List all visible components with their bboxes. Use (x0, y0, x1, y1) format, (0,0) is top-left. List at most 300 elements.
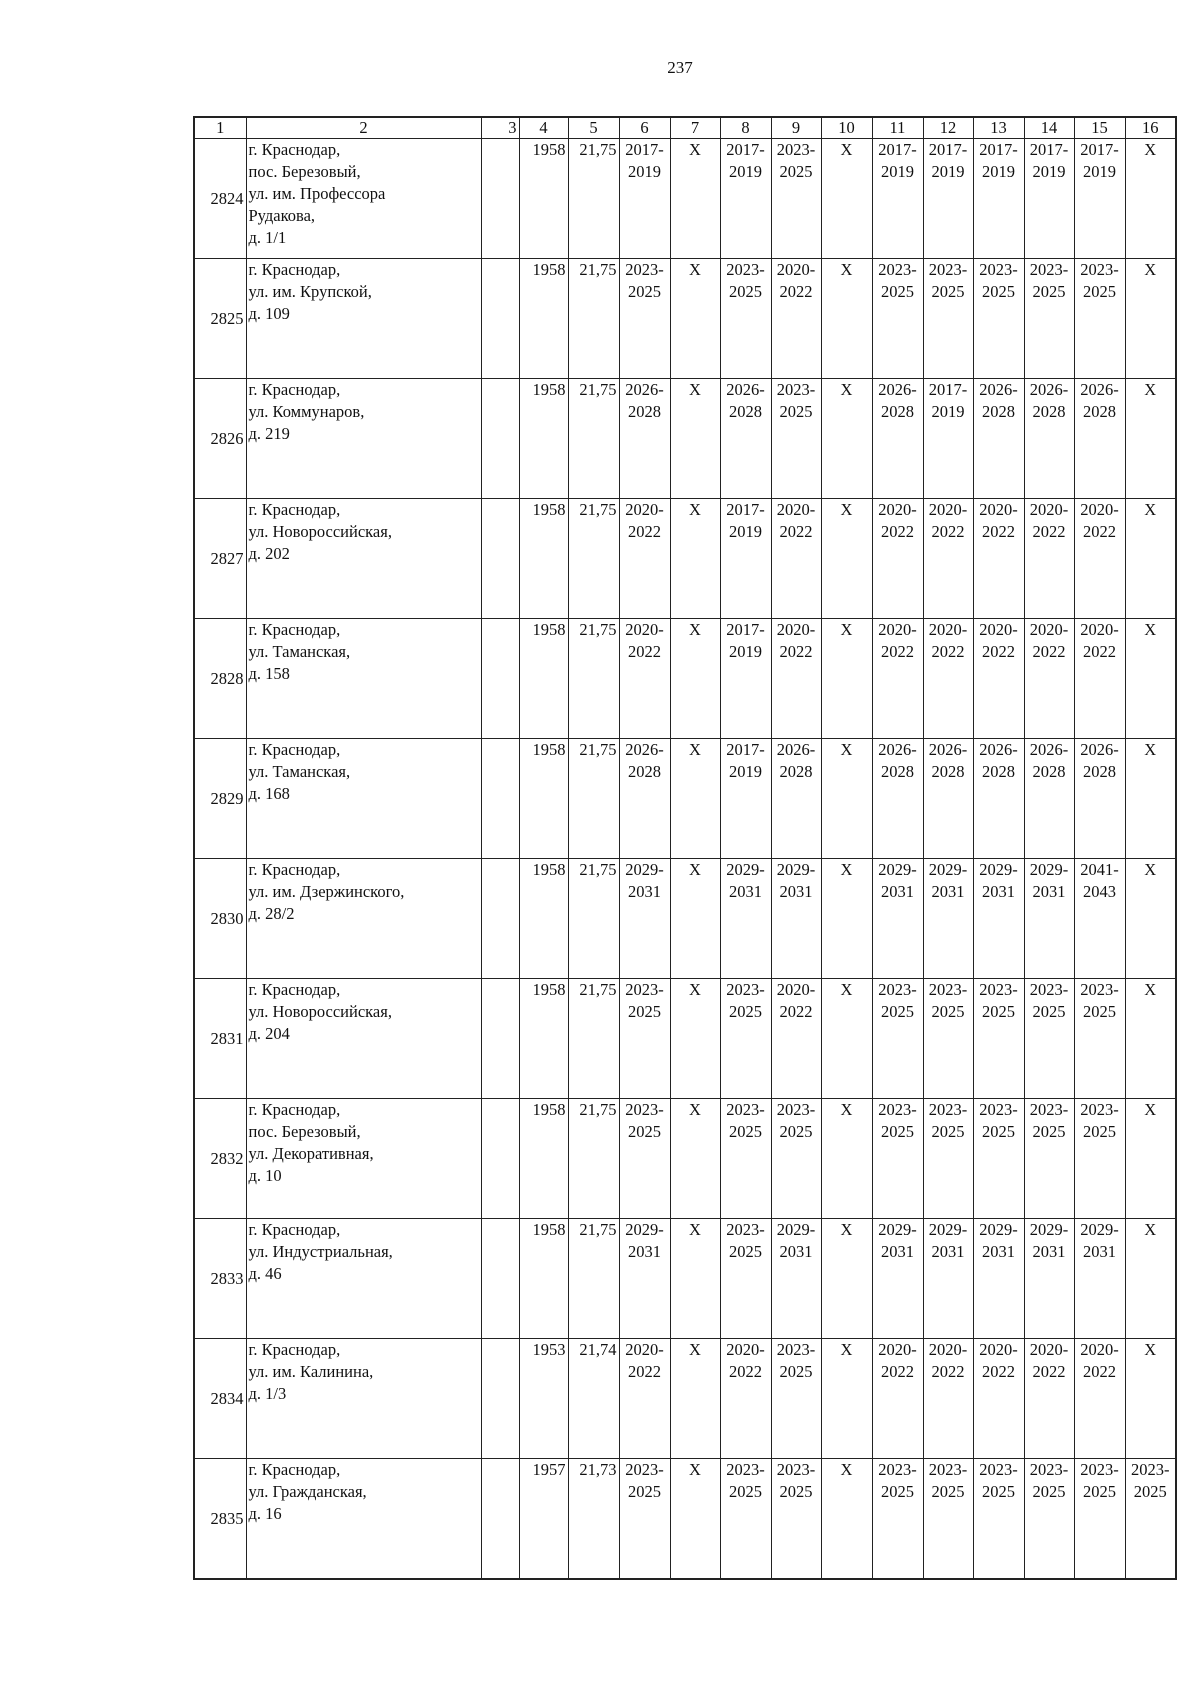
address-cell (246, 1219, 481, 1339)
period-cell-c9 (771, 379, 821, 499)
address-line: г. Краснодар, (248, 1340, 341, 1359)
mark-cell-c7: X (670, 1459, 720, 1580)
period-cell-c14 (1024, 619, 1074, 739)
mark-cell-c10: X (821, 379, 872, 499)
period-line: 2025 (1032, 1482, 1066, 1501)
table-row (194, 1339, 1176, 1459)
period-cell-c9 (771, 1339, 821, 1459)
table-row (194, 499, 1176, 619)
period-cell-c6 (619, 259, 670, 379)
period-line: 2026- (776, 740, 816, 759)
period-cell-c15 (1074, 1459, 1125, 1580)
year-built-cell: 1958 (519, 499, 568, 619)
value-cell: 21,74 (568, 1339, 619, 1459)
period-cell-c9 (771, 1459, 821, 1580)
period-cell-c8 (720, 139, 771, 259)
period-cell-c16 (1125, 1459, 1176, 1580)
period-cell-c9 (771, 499, 821, 619)
column-3-cell (481, 1339, 519, 1459)
mark-cell-c7: X (670, 739, 720, 859)
address-line: г. Краснодар, (248, 500, 341, 519)
period-line: 2025 (729, 1122, 762, 1141)
period-line: 2022 (779, 282, 813, 301)
period-cell-c14 (1024, 499, 1074, 619)
value-cell: 21,75 (568, 859, 619, 979)
period-cell-c8 (720, 259, 771, 379)
period-cell-c9 (771, 739, 821, 859)
period-line: 2020- (776, 620, 816, 639)
period-line: 2019 (1083, 162, 1116, 181)
period-line: 2020- (726, 1340, 765, 1359)
period-line: 2028 (628, 762, 661, 781)
period-cell-c8 (720, 859, 771, 979)
table-row (194, 379, 1176, 499)
year-built-cell: 1958 (519, 859, 568, 979)
period-line: X (1144, 1340, 1157, 1359)
period-line: 2023- (625, 980, 664, 999)
period-line: 2029- (776, 860, 816, 879)
table-row (194, 1219, 1176, 1339)
period-line: 2023- (726, 1220, 765, 1239)
period-cell-c13 (973, 979, 1024, 1099)
period-cell-c13 (973, 1459, 1024, 1580)
period-cell-c8 (720, 1459, 771, 1580)
period-line: 2028 (881, 762, 914, 781)
period-line: 2017- (928, 380, 968, 399)
address-line: г. Краснодар, (248, 140, 341, 159)
period-line: 2023- (979, 260, 1018, 279)
period-line: 2019 (982, 162, 1015, 181)
address-line: пос. Березовый, (248, 162, 361, 181)
period-line: 2025 (779, 1362, 813, 1381)
period-line: 2022 (1032, 642, 1066, 661)
period-line: X (1144, 620, 1157, 639)
period-cell-c15 (1074, 139, 1125, 259)
period-line: 2022 (779, 642, 813, 661)
period-cell-c11 (872, 139, 923, 259)
address-cell (246, 379, 481, 499)
period-line: 2025 (1032, 1122, 1066, 1141)
address-line: г. Краснодар, (248, 860, 341, 879)
period-cell-c13 (973, 499, 1024, 619)
address-line: д. 168 (248, 784, 290, 803)
period-line: X (1144, 980, 1157, 999)
table-row (194, 859, 1176, 979)
period-line: 2023- (1029, 1100, 1069, 1119)
period-line: 2029- (1029, 860, 1069, 879)
period-line: 2025 (779, 162, 813, 181)
period-line: 2028 (729, 402, 762, 421)
period-line: 2025 (881, 282, 914, 301)
value-cell: 21,75 (568, 979, 619, 1099)
period-cell-c15 (1074, 1099, 1125, 1219)
period-line: 2023- (979, 1100, 1018, 1119)
value-cell: 21,75 (568, 1099, 619, 1219)
period-line: 2023- (776, 1100, 816, 1119)
period-line: 2031 (779, 882, 813, 901)
period-line: 2023- (1080, 980, 1119, 999)
address-line: ул. им. Калинина, (248, 1362, 374, 1381)
row-number-cell: 2833 (194, 1219, 246, 1339)
period-cell-c6 (619, 619, 670, 739)
period-cell-c6 (619, 379, 670, 499)
column-3-cell (481, 1219, 519, 1339)
period-line: 2023- (878, 1100, 917, 1119)
mark-cell-c7: X (670, 979, 720, 1099)
period-cell-c9 (771, 619, 821, 739)
period-line: 2029- (776, 1220, 816, 1239)
address-line: г. Краснодар, (248, 1100, 341, 1119)
column-3-cell (481, 619, 519, 739)
value-cell: 21,75 (568, 379, 619, 499)
period-cell-c13 (973, 379, 1024, 499)
period-cell-c6 (619, 139, 670, 259)
period-line: 2023- (1029, 1460, 1069, 1479)
period-line: 2022 (628, 642, 661, 661)
period-cell-c14 (1024, 859, 1074, 979)
period-cell-c16 (1125, 259, 1176, 379)
period-line: 2026- (1029, 380, 1069, 399)
address-cell (246, 739, 481, 859)
period-line: 2031 (931, 1242, 965, 1261)
mark-cell-c10: X (821, 1099, 872, 1219)
column-header: 12 (923, 117, 973, 139)
period-line: 2023- (1080, 1100, 1119, 1119)
period-cell-c12 (923, 1459, 973, 1580)
period-line: 2023- (625, 1460, 664, 1479)
period-line: 2023- (928, 1100, 968, 1119)
period-line: 2026- (979, 380, 1018, 399)
period-cell-c16 (1125, 619, 1176, 739)
period-line: 2023- (1029, 980, 1069, 999)
address-line: г. Краснодар, (248, 1220, 341, 1239)
address-line: ул. Таманская, (248, 762, 351, 781)
column-header: 7 (670, 117, 720, 139)
address-line: ул. Индустриальная, (248, 1242, 393, 1261)
row-number-cell: 2830 (194, 859, 246, 979)
period-line: 2026- (878, 740, 917, 759)
row-number-cell: 2831 (194, 979, 246, 1099)
table-row (194, 1099, 1176, 1219)
period-cell-c12 (923, 259, 973, 379)
address-cell (246, 259, 481, 379)
period-line: X (1144, 1100, 1157, 1119)
period-line: 2031 (779, 1242, 813, 1261)
mark-cell-c7: X (670, 859, 720, 979)
address-line: г. Краснодар, (248, 1460, 341, 1479)
period-line: 2025 (1083, 1482, 1116, 1501)
period-cell-c15 (1074, 259, 1125, 379)
period-line: 2025 (729, 1002, 762, 1021)
mark-cell-c10: X (821, 259, 872, 379)
period-line: 2031 (1032, 882, 1066, 901)
period-line: 2019 (931, 402, 965, 421)
period-line: 2023- (928, 1460, 968, 1479)
address-line: ул. Коммунаров, (248, 402, 365, 421)
year-built-cell: 1958 (519, 379, 568, 499)
value-cell: 21,75 (568, 739, 619, 859)
period-line: 2029- (878, 860, 917, 879)
period-line: 2028 (1032, 402, 1066, 421)
period-line: 2028 (982, 762, 1015, 781)
period-line: 2028 (779, 762, 813, 781)
address-cell (246, 139, 481, 259)
row-number-cell: 2824 (194, 139, 246, 259)
period-line: 2028 (1083, 402, 1116, 421)
mark-cell-c7: X (670, 139, 720, 259)
period-line: 2026- (1029, 740, 1069, 759)
period-cell-c8 (720, 619, 771, 739)
column-3-cell (481, 379, 519, 499)
table-row (194, 139, 1176, 259)
period-line: 2023- (1080, 260, 1119, 279)
period-cell-c12 (923, 979, 973, 1099)
period-line: 2022 (881, 522, 914, 541)
table-row (194, 259, 1176, 379)
period-cell-c6 (619, 739, 670, 859)
period-cell-c6 (619, 859, 670, 979)
period-line: 2020- (1080, 620, 1119, 639)
column-header: 8 (720, 117, 771, 139)
period-line: 2028 (628, 402, 661, 421)
period-line: 2023- (878, 980, 917, 999)
year-built-cell: 1958 (519, 1219, 568, 1339)
period-line: 2022 (931, 1362, 965, 1381)
row-number-cell: 2835 (194, 1459, 246, 1580)
period-cell-c15 (1074, 499, 1125, 619)
period-line: 2017- (878, 140, 917, 159)
period-line: 2022 (931, 642, 965, 661)
period-line: 2019 (931, 162, 965, 181)
value-cell: 21,75 (568, 619, 619, 739)
period-cell-c15 (1074, 979, 1125, 1099)
period-cell-c11 (872, 379, 923, 499)
year-built-cell: 1958 (519, 739, 568, 859)
period-cell-c16 (1125, 1219, 1176, 1339)
column-3-cell (481, 139, 519, 259)
period-line: 2019 (1032, 162, 1066, 181)
year-built-cell: 1958 (519, 619, 568, 739)
period-line: X (1144, 860, 1157, 879)
period-line: 2017- (625, 140, 664, 159)
period-line: 2023- (928, 260, 968, 279)
period-cell-c12 (923, 499, 973, 619)
period-cell-c13 (973, 1099, 1024, 1219)
period-cell-c14 (1024, 1459, 1074, 1580)
period-cell-c12 (923, 619, 973, 739)
period-line: 2023- (726, 1460, 765, 1479)
value-cell: 21,75 (568, 139, 619, 259)
period-line: 2023- (878, 1460, 917, 1479)
period-cell-c12 (923, 1339, 973, 1459)
period-line: 2022 (628, 522, 661, 541)
address-line: г. Краснодар, (248, 620, 341, 639)
mark-cell-c7: X (670, 499, 720, 619)
period-line: 2025 (982, 1122, 1015, 1141)
address-cell (246, 859, 481, 979)
period-line: 2025 (1083, 1122, 1116, 1141)
period-line: 2029- (625, 1220, 664, 1239)
period-cell-c6 (619, 1459, 670, 1580)
period-line: 2043 (1083, 882, 1116, 901)
period-line: 2019 (881, 162, 914, 181)
period-line: 2019 (628, 162, 661, 181)
mark-cell-c10: X (821, 859, 872, 979)
mark-cell-c10: X (821, 979, 872, 1099)
period-line: 2022 (1083, 642, 1116, 661)
period-cell-c8 (720, 979, 771, 1099)
period-line: 2025 (1032, 282, 1066, 301)
period-cell-c6 (619, 1339, 670, 1459)
period-line: 2025 (628, 1002, 661, 1021)
period-line: 2023- (928, 980, 968, 999)
period-line: X (1144, 500, 1157, 519)
period-cell-c11 (872, 739, 923, 859)
mark-cell-c7: X (670, 1219, 720, 1339)
row-number-cell: 2829 (194, 739, 246, 859)
period-cell-c6 (619, 979, 670, 1099)
period-line: 2025 (628, 282, 661, 301)
period-line: 2023- (1029, 260, 1069, 279)
period-line: 2022 (1083, 522, 1116, 541)
period-line: 2029- (928, 860, 968, 879)
address-line: д. 46 (248, 1264, 282, 1283)
period-line: 2023- (625, 1100, 664, 1119)
mark-cell-c7: X (670, 379, 720, 499)
period-line: 2017- (1029, 140, 1069, 159)
address-cell (246, 979, 481, 1099)
column-header: 13 (973, 117, 1024, 139)
period-cell-c12 (923, 139, 973, 259)
period-line: 2029- (979, 1220, 1018, 1239)
period-line: 2017- (726, 740, 765, 759)
period-line: 2025 (881, 1002, 914, 1021)
value-cell: 21,75 (568, 499, 619, 619)
period-line: 2025 (779, 402, 813, 421)
period-cell-c14 (1024, 379, 1074, 499)
period-line: X (1144, 260, 1157, 279)
period-cell-c16 (1125, 979, 1176, 1099)
period-line: 2020- (878, 500, 917, 519)
period-line: 2026- (1080, 740, 1119, 759)
period-line: 2019 (729, 162, 762, 181)
register-table (193, 116, 1177, 1580)
period-line: 2020- (776, 980, 816, 999)
address-cell (246, 499, 481, 619)
period-line: 2025 (982, 1482, 1015, 1501)
mark-cell-c7: X (670, 619, 720, 739)
period-line: 2023- (776, 140, 816, 159)
column-header: 1 (194, 117, 246, 139)
table-row (194, 619, 1176, 739)
period-line: 2019 (729, 642, 762, 661)
address-line: д. 1/3 (248, 1384, 287, 1403)
period-cell-c12 (923, 859, 973, 979)
period-cell-c8 (720, 499, 771, 619)
column-header: 5 (568, 117, 619, 139)
column-header: 11 (872, 117, 923, 139)
period-line: 2022 (881, 642, 914, 661)
period-line: 2025 (931, 1482, 965, 1501)
period-line: 2025 (729, 282, 762, 301)
period-line: 2023- (776, 1340, 816, 1359)
mark-cell-c10: X (821, 619, 872, 739)
period-line: 2023- (726, 260, 765, 279)
row-number-cell: 2828 (194, 619, 246, 739)
period-line: 2031 (931, 882, 965, 901)
period-line: 2025 (779, 1122, 813, 1141)
period-cell-c15 (1074, 739, 1125, 859)
table-row (194, 979, 1176, 1099)
address-line: ул. Гражданская, (248, 1482, 367, 1501)
period-line: 2031 (729, 882, 762, 901)
period-line: 2029- (1080, 1220, 1119, 1239)
period-cell-c11 (872, 499, 923, 619)
address-line: г. Краснодар, (248, 740, 341, 759)
column-header: 10 (821, 117, 872, 139)
period-cell-c15 (1074, 859, 1125, 979)
period-cell-c15 (1074, 379, 1125, 499)
value-cell: 21,73 (568, 1459, 619, 1580)
register-table-body (194, 117, 1176, 1579)
period-line: 2023- (625, 260, 664, 279)
mark-cell-c10: X (821, 1339, 872, 1459)
period-line: 2022 (779, 522, 813, 541)
mark-cell-c7: X (670, 1339, 720, 1459)
period-cell-c14 (1024, 259, 1074, 379)
period-cell-c14 (1024, 139, 1074, 259)
year-built-cell: 1958 (519, 1099, 568, 1219)
period-cell-c9 (771, 259, 821, 379)
period-line: 2019 (729, 762, 762, 781)
row-number-cell: 2826 (194, 379, 246, 499)
address-cell (246, 1459, 481, 1580)
period-line: 2017- (726, 140, 765, 159)
period-cell-c11 (872, 1339, 923, 1459)
period-cell-c12 (923, 379, 973, 499)
period-cell-c9 (771, 1099, 821, 1219)
period-line: 2025 (1032, 1002, 1066, 1021)
period-cell-c11 (872, 979, 923, 1099)
period-cell-c13 (973, 859, 1024, 979)
period-line: 2022 (1032, 1362, 1066, 1381)
period-line: 2017- (726, 500, 765, 519)
period-line: 2025 (1083, 282, 1116, 301)
year-built-cell: 1958 (519, 139, 568, 259)
period-line: X (1144, 740, 1157, 759)
period-line: 2020- (979, 620, 1018, 639)
period-line: 2020- (878, 620, 917, 639)
period-cell-c11 (872, 1099, 923, 1219)
period-line: 2022 (1032, 522, 1066, 541)
period-line: 2020- (776, 500, 816, 519)
period-line: 2017- (979, 140, 1018, 159)
period-cell-c13 (973, 139, 1024, 259)
period-cell-c11 (872, 619, 923, 739)
period-line: 2023- (878, 260, 917, 279)
period-line: 2025 (931, 1002, 965, 1021)
address-line: д. 28/2 (248, 904, 295, 923)
period-line: 2031 (881, 882, 914, 901)
value-cell: 21,75 (568, 259, 619, 379)
period-line: 2026- (979, 740, 1018, 759)
period-line: 2020- (878, 1340, 917, 1359)
period-cell-c14 (1024, 739, 1074, 859)
period-line: 2026- (625, 740, 664, 759)
period-line: 2020- (1029, 500, 1069, 519)
column-3-cell (481, 499, 519, 619)
period-cell-c15 (1074, 619, 1125, 739)
